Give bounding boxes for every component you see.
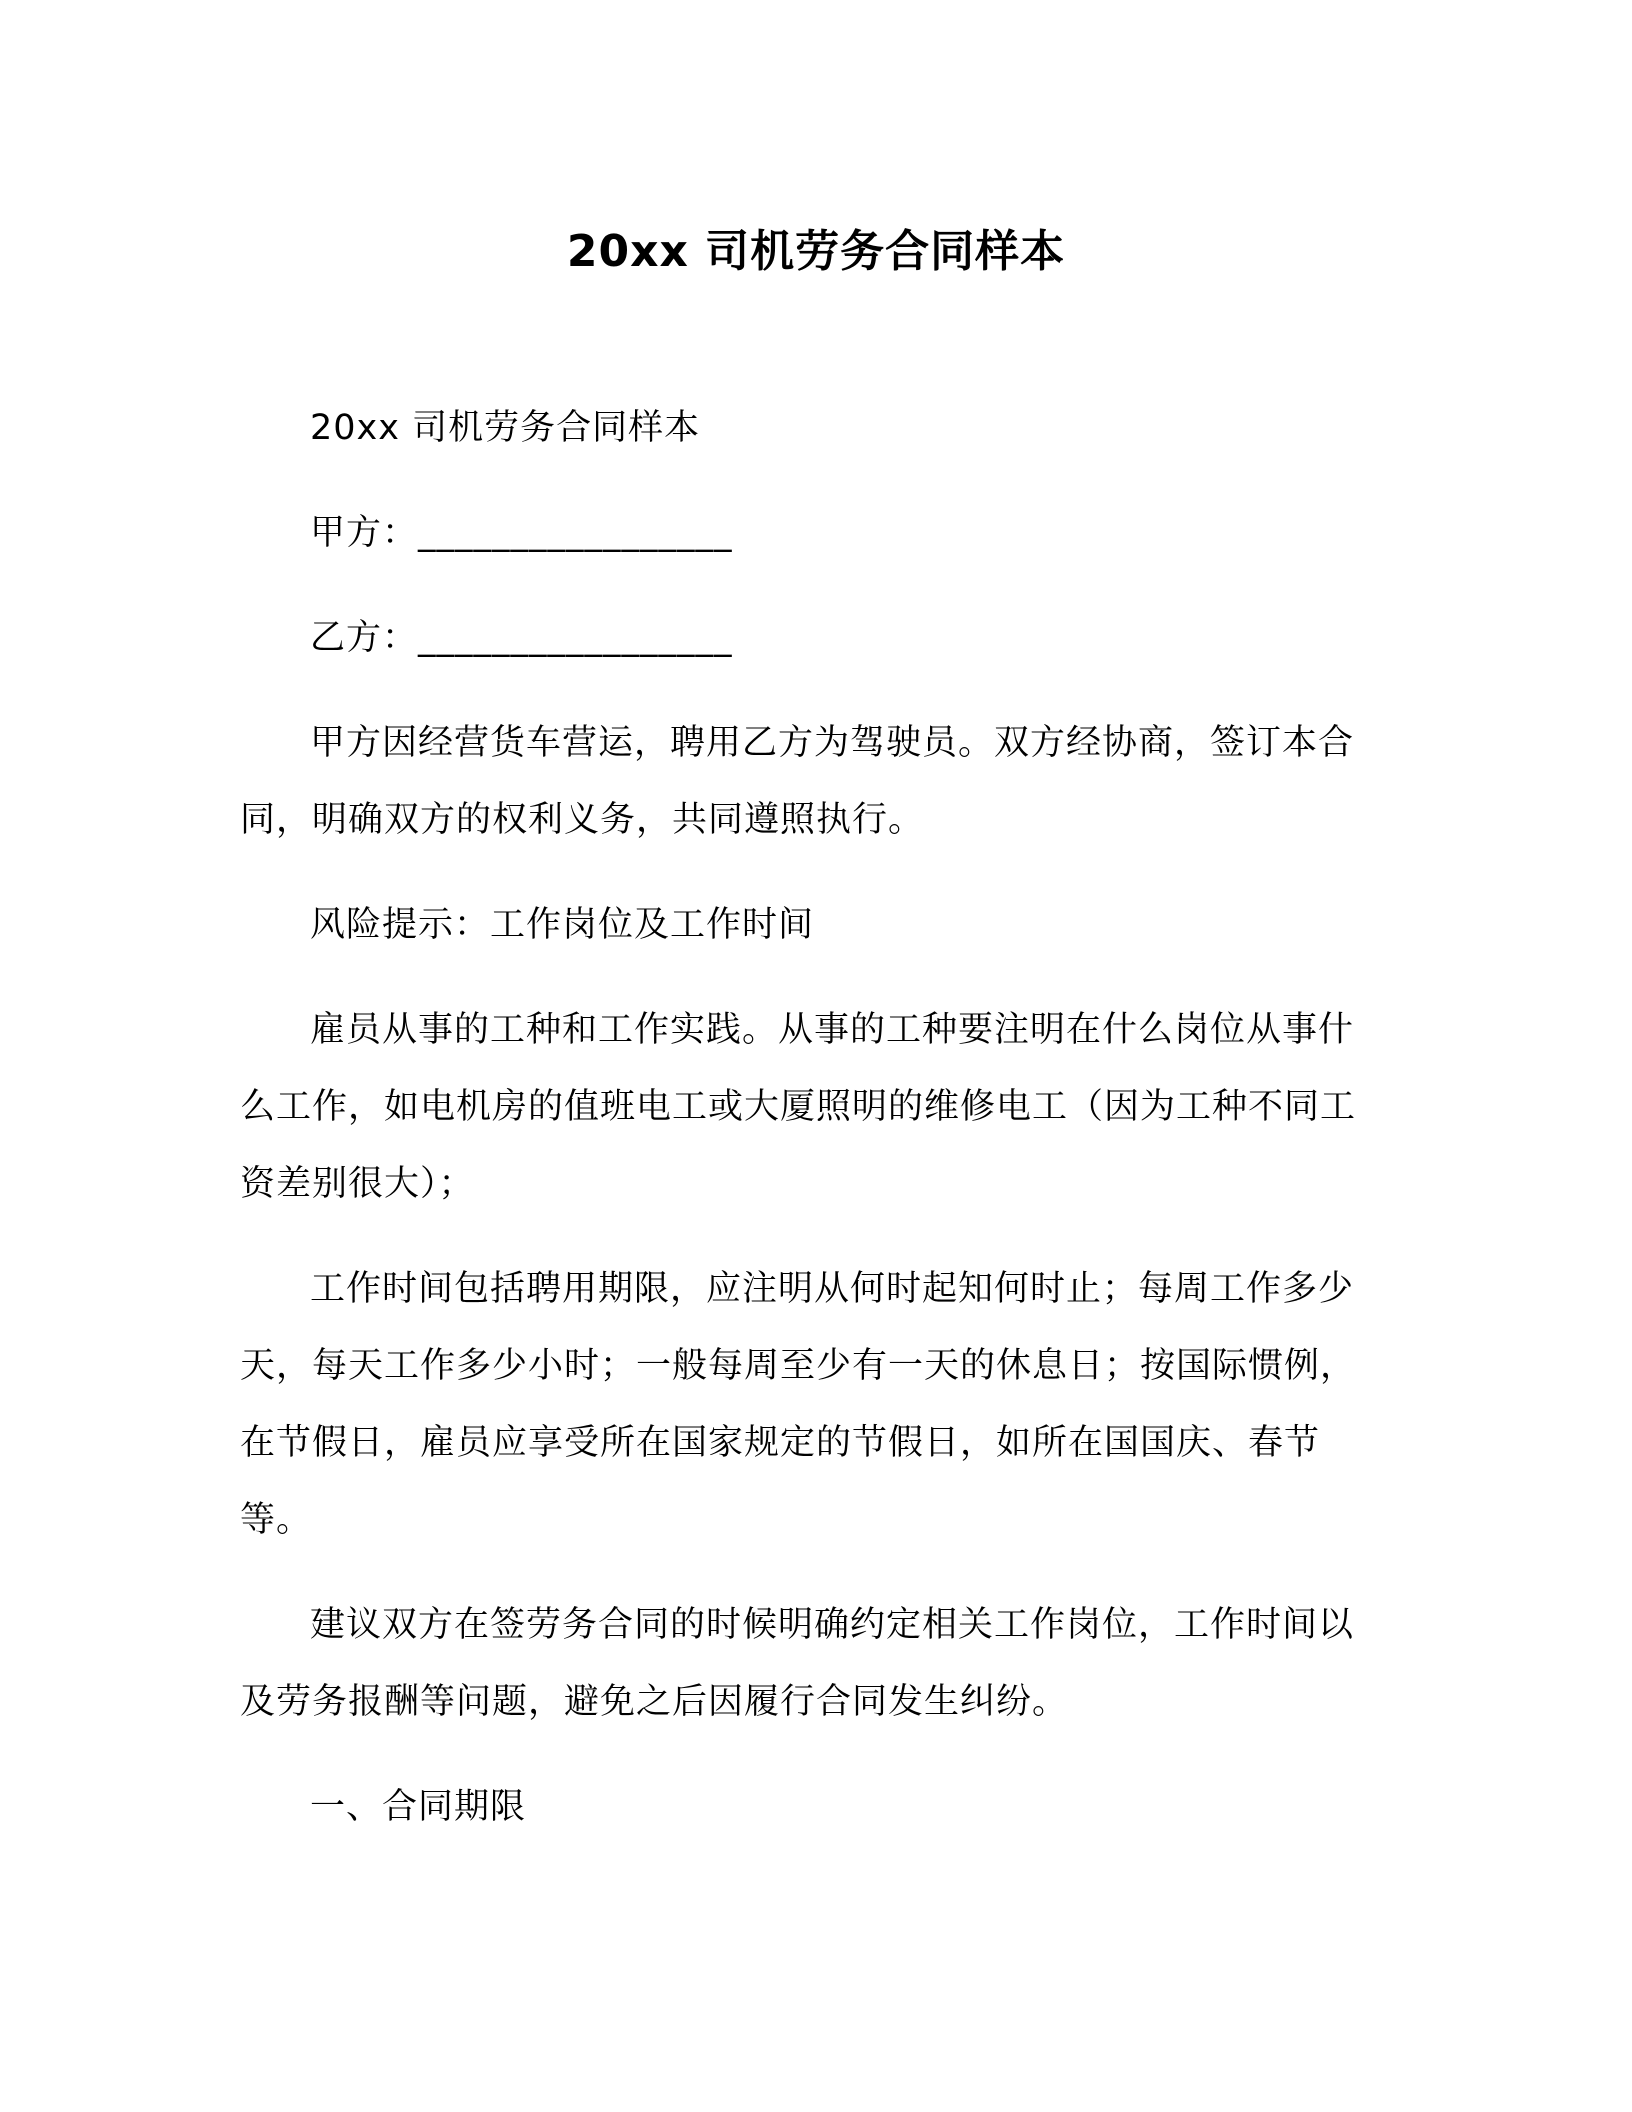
party-a-line: 甲方：_________________ [310, 513, 733, 553]
advice-paragraph: 建议双方在签劳务合同的时候明确约定相关工作岗位，工作时间以及劳务报酬等问题，避免之后因履行合同发生纠纷。 [240, 1605, 1355, 1722]
document-title: 20xx 司机劳务合同样本 [566, 226, 1066, 277]
work-time-paragraph: 工作时间包括聘用期限，应注明从何时起知何时止；每周工作多少天，每天工作多少小时；一般每周至少有一天的休息日；按国际惯例，在节假日，雇员应享受所在国家规定的节假日，如所在国国庆、春节等。 [240, 1269, 1357, 1540]
intro-paragraph: 甲方因经营货车营运，聘用乙方为驾驶员。双方经协商，签订本合同，明确双方的权利义务，共同遵照执行。 [240, 723, 1355, 840]
job-type-paragraph: 雇员从事的工种和工作实践。从事的工种要注明在什么岗位从事什么工作，如电机房的值班电工或大厦照明的维修电工（因为工种不同工资差别很大）； [240, 1010, 1357, 1204]
party-b-line: 乙方：_________________ [310, 618, 733, 658]
document-body [240, 390, 1380, 1874]
risk-notice-heading: 风险提示：工作岗位及工作时间 [310, 905, 815, 945]
section-heading-term: 一、合同期限 [310, 1787, 527, 1827]
subtitle-paragraph: 20xx 司机劳务合同样本 [310, 408, 701, 448]
